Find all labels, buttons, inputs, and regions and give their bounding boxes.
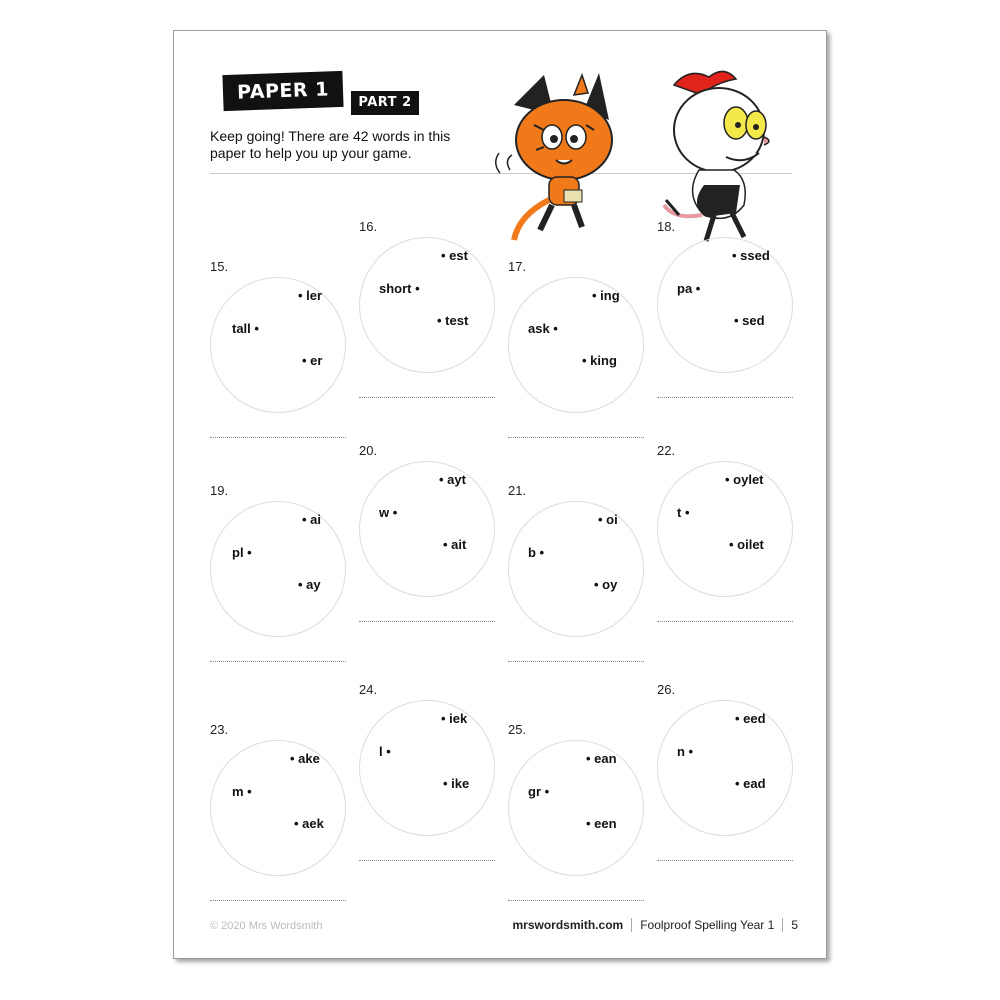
answer-line[interactable] <box>508 900 644 901</box>
ending-option[interactable]: • ler <box>298 288 323 303</box>
answer-line[interactable] <box>210 437 346 438</box>
question-number: 23. <box>210 722 229 737</box>
word-circle <box>508 740 644 876</box>
word-start[interactable]: tall • <box>232 321 259 336</box>
ending-option[interactable]: • ike <box>443 776 470 791</box>
ending-option[interactable]: • oy <box>594 577 618 592</box>
question-21 <box>508 483 648 683</box>
question-number: 25. <box>508 722 527 737</box>
site-link[interactable]: mrswordsmith.com <box>512 918 624 932</box>
page-footer <box>513 918 799 932</box>
ending-option[interactable]: • est <box>441 248 468 263</box>
word-start[interactable]: l • <box>379 744 391 759</box>
word-circle <box>508 501 644 637</box>
answer-line[interactable] <box>657 860 793 861</box>
question-number: 18. <box>657 219 676 234</box>
ending-option[interactable]: • sed <box>734 313 765 328</box>
ending-option[interactable]: • ake <box>290 751 320 766</box>
question-24 <box>359 682 499 882</box>
bird-character-icon <box>664 71 769 241</box>
question-22 <box>657 443 797 643</box>
worksheet-page <box>173 30 827 959</box>
ending-option[interactable]: • ead <box>735 776 766 791</box>
ending-option[interactable]: • king <box>582 353 617 368</box>
ending-option[interactable]: • een <box>586 816 617 831</box>
word-start[interactable]: w • <box>379 505 398 520</box>
word-circle <box>359 237 495 373</box>
question-23 <box>210 722 350 922</box>
word-start[interactable]: n • <box>677 744 694 759</box>
ending-option[interactable]: • aek <box>294 816 324 831</box>
ending-option[interactable]: • test <box>437 313 469 328</box>
ending-option[interactable]: • er <box>302 353 323 368</box>
ending-option[interactable]: • ean <box>586 751 617 766</box>
intro-text: Keep going! There are 42 words in this paper to help you up your game. <box>210 128 451 161</box>
answer-line[interactable] <box>657 397 793 398</box>
ending-option[interactable]: • oylet <box>725 472 764 487</box>
word-start[interactable]: short • <box>379 281 420 296</box>
ending-option[interactable]: • ing <box>592 288 620 303</box>
word-circle <box>359 700 495 836</box>
word-start[interactable]: gr • <box>528 784 550 799</box>
word-circle <box>210 501 346 637</box>
ending-option[interactable]: • oi <box>598 512 618 527</box>
word-start[interactable]: pl • <box>232 545 252 560</box>
answer-line[interactable] <box>657 621 793 622</box>
ending-option[interactable]: • ait <box>443 537 467 552</box>
question-number: 19. <box>210 483 229 498</box>
paper-badge: PAPER 1 <box>222 71 343 111</box>
word-circle <box>508 277 644 413</box>
part-badge: PART 2 <box>351 91 419 115</box>
question-number: 15. <box>210 259 229 274</box>
ending-option[interactable]: • ai <box>302 512 322 527</box>
word-start[interactable]: t • <box>677 505 690 520</box>
question-number: 21. <box>508 483 527 498</box>
answer-line[interactable] <box>359 397 495 398</box>
page-number: 5 <box>791 918 798 932</box>
answer-line[interactable] <box>359 860 495 861</box>
ending-option[interactable]: • eed <box>735 711 766 726</box>
tiger-character-icon <box>496 73 612 240</box>
question-17 <box>508 259 648 459</box>
footer-divider <box>631 918 632 932</box>
question-26 <box>657 682 797 882</box>
question-number: 24. <box>359 682 378 697</box>
question-number: 22. <box>657 443 676 458</box>
ending-option[interactable]: • ayt <box>439 472 466 487</box>
ending-option[interactable]: • oilet <box>729 537 764 552</box>
word-start[interactable]: m • <box>232 784 252 799</box>
ending-option[interactable]: • ssed <box>732 248 770 263</box>
word-circle <box>359 461 495 597</box>
word-circle <box>657 237 793 373</box>
question-20 <box>359 443 499 643</box>
question-18 <box>657 219 797 419</box>
answer-line[interactable] <box>508 661 644 662</box>
word-circle <box>657 700 793 836</box>
word-circle <box>210 740 346 876</box>
word-start[interactable]: b • <box>528 545 545 560</box>
question-number: 16. <box>359 219 378 234</box>
copyright-text: © 2020 Mrs Wordsmith <box>210 920 323 932</box>
word-circle <box>210 277 346 413</box>
question-number: 26. <box>657 682 676 697</box>
answer-line[interactable] <box>210 661 346 662</box>
answer-line[interactable] <box>508 437 644 438</box>
question-number: 20. <box>359 443 378 458</box>
footer-divider <box>782 918 783 932</box>
ending-option[interactable]: • iek <box>441 711 468 726</box>
question-19 <box>210 483 350 683</box>
question-number: 17. <box>508 259 527 274</box>
question-25 <box>508 722 648 922</box>
word-start[interactable]: pa • <box>677 281 701 296</box>
question-15 <box>210 259 350 459</box>
ending-option[interactable]: • ay <box>298 577 321 592</box>
answer-line[interactable] <box>210 900 346 901</box>
question-16 <box>359 219 499 419</box>
book-title: Foolproof Spelling Year 1 <box>640 918 775 932</box>
answer-line[interactable] <box>359 621 495 622</box>
word-start[interactable]: ask • <box>528 321 558 336</box>
